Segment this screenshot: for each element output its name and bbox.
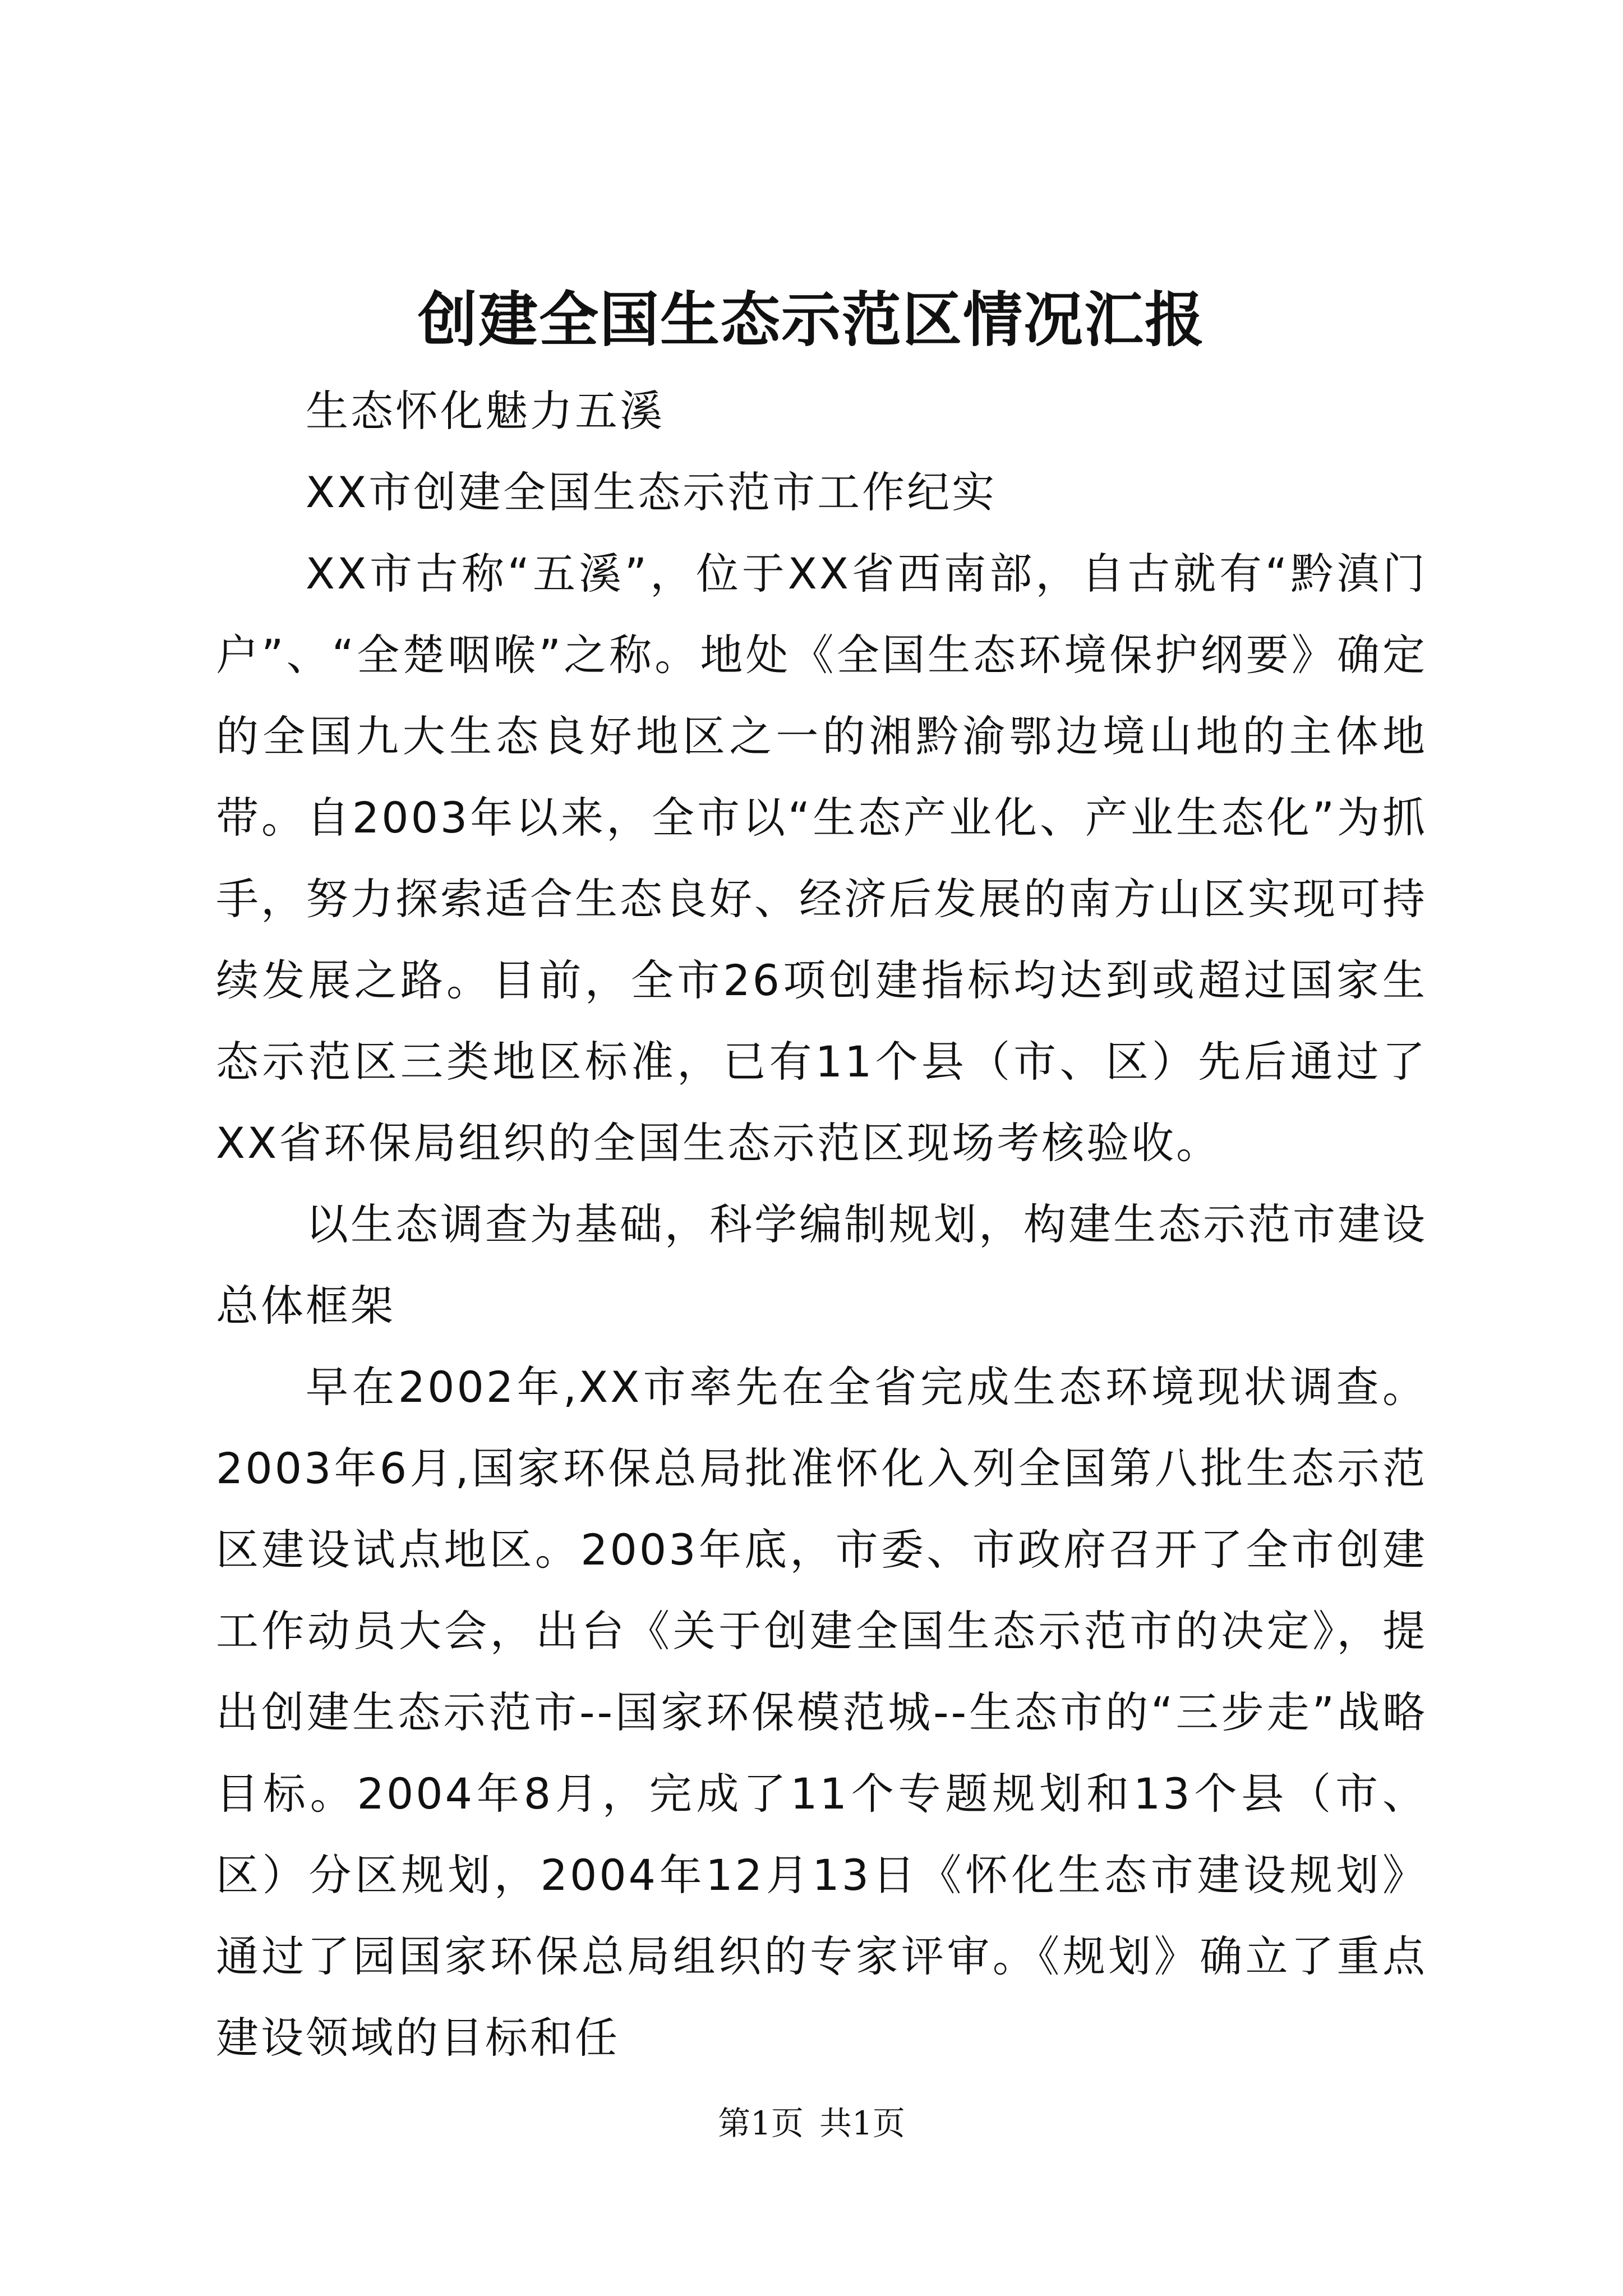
document-title: 创建全国生态示范区情况汇报 (418, 284, 1205, 355)
page-footer (0, 2101, 1623, 2146)
paragraph-subheading: XX市创建全国生态示范市工作纪实 (306, 467, 997, 517)
paragraph-history: 早在2002年,XX市率先在全省完成生态环境现状调查。2003年6月,国家环保总局批准怀化入列全国第八批生态示范区建设试点地区。2003年底，市委、市政府召开了全市创建工作动员大会，出台《关于创建全国生态示范市的决定》，提出创建生态示范市--国家环保模范城--生态市的“三步走”战略目标。2004年8月，完成了11个专题规划和13个县（市、区）分区规划，2004年12月13日《怀化生态市建设规划》通过了园国家环保总局组织的专家评审。《规划》确立了重点建设领域的目标和任 (216, 1362, 1427, 2063)
page-number: 第1页 (718, 2104, 804, 2142)
page-total: 共1页 (819, 2104, 905, 2142)
document-body (216, 370, 1427, 2078)
paragraph-intro: XX市古称“五溪”，位于XX省西南部，自古就有“黔滇门户”、“全楚咽喉”之称。地处《全国生态环境保护纲要》确定的全国九大生态良好地区之一的湘黔渝鄂边境山地的主体地带。自2003年以来，全市以“生态产业化、产业生态化”为抓手，努力探索适合生态良好、经济后发展的南方山区实现可持续发展之路。目前，全市26项创建指标均达到或超过国家生态示范区三类地区标准，已有11个县（市、区）先后通过了XX省环保局组织的全国生态示范区现场考核验收。 (216, 549, 1427, 1168)
paragraph-section-heading: 以生态调查为基础，科学编制规划，构建生态示范市建设总体框架 (216, 1199, 1427, 1331)
paragraph-subtitle: 生态怀化魅力五溪 (306, 386, 665, 436)
